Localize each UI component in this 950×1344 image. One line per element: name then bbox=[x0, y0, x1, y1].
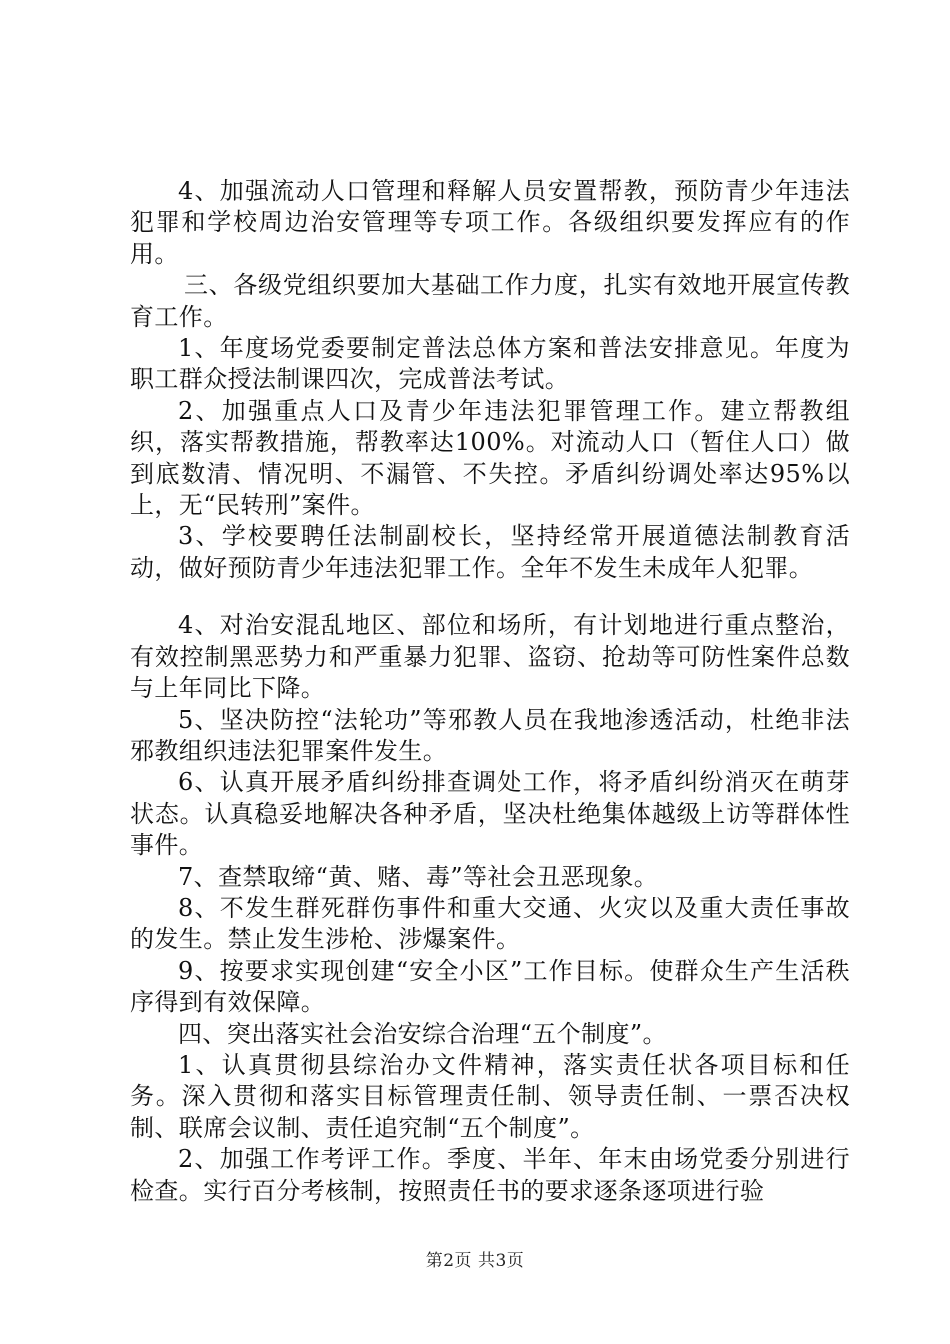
paragraph-item4-migrant: 4、加强流动人口管理和释解人员安置帮教，预防青少年违法犯罪和学校周边治安管理等专项工作。各级组织要发挥应有的作用。 bbox=[130, 177, 850, 268]
paragraph-item3-school: 3、学校要聘任法制副校长，坚持经常开展道德法制教育活动，做好预防青少年违法犯罪工作。全年不发生未成年人犯罪。 bbox=[130, 522, 850, 582]
paragraph-section-three: 三、各级党组织要加大基础工作力度，扎实有效地开展宣传教育工作。 bbox=[130, 271, 850, 331]
paragraph-item6-disputes: 6、认真开展矛盾纠纷排查调处工作，将矛盾纠纷消灭在萌芽状态。认真稳妥地解决各种矛盾，坚决杜绝集体越级上访等群体性事件。 bbox=[130, 768, 850, 860]
paragraph-item7-vice: 7、查禁取缔“黄、赌、毒”等社会丑恶现象。 bbox=[178, 862, 659, 891]
paragraph-section-four: 四、突出落实社会治安综合治理“五个制度”。 bbox=[178, 1019, 667, 1048]
page-footer: 第2页 共3页 bbox=[425, 1251, 525, 1271]
paragraph-item2-assessment: 2、加强工作考评工作。季度、半年、年末由场党委分别进行检查。实行百分考核制，按照责任书的要求逐条逐项进行验 bbox=[130, 1145, 850, 1205]
paragraph-gap bbox=[130, 584, 850, 610]
paragraph-item5-cult: 5、坚决防控“法轮功”等邪教人员在我地渗透活动，杜绝非法邪教组织违法犯罪案件发生。 bbox=[130, 705, 850, 765]
paragraph-item1-legal-plan: 1、年度场党委要制定普法总体方案和普法安排意见。年度为职工群众授法制课四次，完成普法考试。 bbox=[130, 334, 850, 394]
paragraph-item9-safe-community: 9、按要求实现创建“安全小区”工作目标。使群众生产生活秩序得到有效保障。 bbox=[130, 956, 850, 1017]
document-body bbox=[130, 176, 850, 1207]
paragraph-item2-key-population: 2、加强重点人口及青少年违法犯罪管理工作。建立帮教组织，落实帮教措施，帮教率达100%。对流动人口（暂住人口）做到底数清、情况明、不漏管、不失控。矛盾纠纷调处率达95%以上，无“民转刑”案件。 bbox=[130, 396, 850, 520]
paragraph-item8-accidents: 8、不发生群死群伤事件和重大交通、火灾以及重大责任事故的发生。禁止发生涉枪、涉爆案件。 bbox=[130, 893, 850, 954]
paragraph-item4-rectification: 4、对治安混乱地区、部位和场所，有计划地进行重点整治，有效控制黑恶势力和严重暴力犯罪、盗窃、抢劫等可防性案件总数与上年同比下降。 bbox=[130, 611, 850, 703]
paragraph-item1-five-systems: 1、认真贯彻县综治办文件精神，落实责任状各项目标和任务。深入贯彻和落实目标管理责任制、领导责任制、一票否决权制、联席会议制、责任追究制“五个制度”。 bbox=[130, 1050, 850, 1142]
